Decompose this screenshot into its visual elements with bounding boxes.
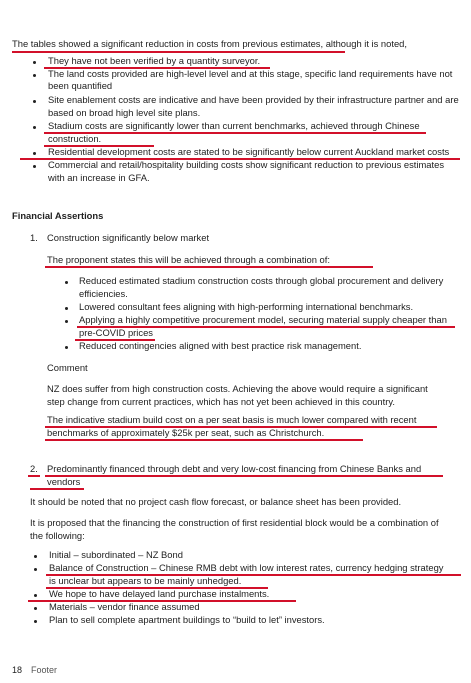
proposal-text-continuation: the following: bbox=[30, 530, 85, 541]
list-item: Residential development costs are stated to be significantly below current Auckland market costs bbox=[48, 146, 450, 157]
comment-paragraph-continuation: step change from current practices, which has not yet been achieved in this country. bbox=[47, 396, 395, 407]
annotation-underline bbox=[45, 266, 373, 268]
list-item: We hope to have delayed land purchase instalments. bbox=[49, 588, 270, 599]
bullet-icon bbox=[34, 620, 37, 623]
item-title-continuation: vendors bbox=[47, 476, 81, 487]
list-item-continuation: been quantified bbox=[48, 80, 113, 91]
annotation-underline bbox=[45, 439, 363, 441]
bullet-icon bbox=[33, 74, 36, 77]
bullet-icon bbox=[33, 126, 36, 129]
list-item: Commercial and retail/hospitality building costs show significant reduction to previous estimates bbox=[48, 159, 445, 170]
list-item: Initial – subordinated – NZ Bond bbox=[49, 549, 183, 560]
bullet-icon bbox=[33, 165, 36, 168]
annotation-underline bbox=[45, 475, 443, 477]
list-item: They have not been verified by a quantity surveyor. bbox=[48, 55, 261, 66]
list-item: Plan to sell complete apartment buildings to “build to let” investors. bbox=[49, 614, 325, 625]
bullet-icon bbox=[34, 607, 37, 610]
item-number: 1. bbox=[30, 232, 38, 243]
list-item: Stadium costs are significantly lower than current benchmarks, achieved through Chinese bbox=[48, 120, 420, 131]
lead-text: The proponent states this will be achieved through a combination of: bbox=[47, 254, 330, 265]
bullet-icon bbox=[65, 320, 68, 323]
list-item-continuation: construction. bbox=[48, 133, 102, 144]
annotation-underline bbox=[28, 475, 40, 477]
list-item: Reduced contingencies aligned with best practice risk management. bbox=[79, 340, 362, 351]
bullet-icon bbox=[33, 100, 36, 103]
footer-label: Footer bbox=[31, 665, 58, 675]
bullet-icon bbox=[34, 568, 37, 571]
comment-paragraph-continuation: benchmarks of approximately $25k per seat, such as Christchurch. bbox=[47, 427, 325, 438]
item-number: 2. bbox=[30, 463, 38, 474]
bullet-icon bbox=[65, 281, 68, 284]
list-item: Applying a highly competitive procurement model, securing material supply cheaper than bbox=[79, 314, 447, 325]
section-heading: Financial Assertions bbox=[12, 210, 104, 221]
bullet-icon bbox=[65, 346, 68, 349]
proposal-text: It is proposed that the financing the construction of first residential block would be a combination of bbox=[30, 517, 439, 528]
page-number: 18 bbox=[12, 665, 23, 675]
list-item-continuation: pre-COVID prices bbox=[79, 327, 153, 338]
bullet-icon bbox=[34, 555, 37, 558]
item-title: Predominantly financed through debt and very low-cost financing from Chinese Banks and bbox=[47, 463, 422, 474]
item-title: Construction significantly below market bbox=[47, 232, 210, 243]
list-item-continuation: with an increase in GFA. bbox=[48, 172, 150, 183]
comment-paragraph: The indicative stadium build cost on a per seat basis is much lower compared with recent bbox=[47, 414, 417, 425]
list-item: Reduced estimated stadium construction costs through global procurement and delivery bbox=[79, 275, 444, 286]
bullet-icon bbox=[33, 61, 36, 64]
list-item-continuation: efficiencies. bbox=[79, 288, 128, 299]
bullet-icon bbox=[65, 307, 68, 310]
list-item: Site enablement costs are indicative and have been provided by their infrastructure partner and are bbox=[48, 94, 459, 105]
bullet-icon bbox=[34, 594, 37, 597]
annotation-underline bbox=[12, 51, 345, 53]
bullet-icon bbox=[33, 152, 36, 155]
note-text: It should be noted that no project cash flow forecast, or balance sheet has been provided. bbox=[30, 496, 402, 507]
list-item-continuation: based on broad high level site plans. bbox=[48, 107, 201, 118]
list-item: The land costs provided are high-level level and at this stage, specific land requirements have not bbox=[48, 68, 453, 79]
comment-paragraph: NZ does suffer from high construction costs. Achieving the above would require a significant bbox=[47, 383, 428, 394]
intro-text: The tables showed a significant reduction in costs from previous estimates, although it is noted, bbox=[12, 38, 407, 49]
list-item: Balance of Construction – Chinese RMB debt with low interest rates, currency hedging strategy bbox=[49, 562, 444, 573]
annotation-underline bbox=[30, 488, 84, 490]
annotation-underline bbox=[44, 132, 426, 134]
list-item: Lowered consultant fees aligning with high-performing international benchmarks. bbox=[79, 301, 414, 312]
list-item-continuation: is unclear but appears to be mainly unhedged. bbox=[49, 575, 242, 586]
comment-label: Comment bbox=[47, 362, 88, 373]
list-item: Materials – vendor finance assumed bbox=[49, 601, 200, 612]
